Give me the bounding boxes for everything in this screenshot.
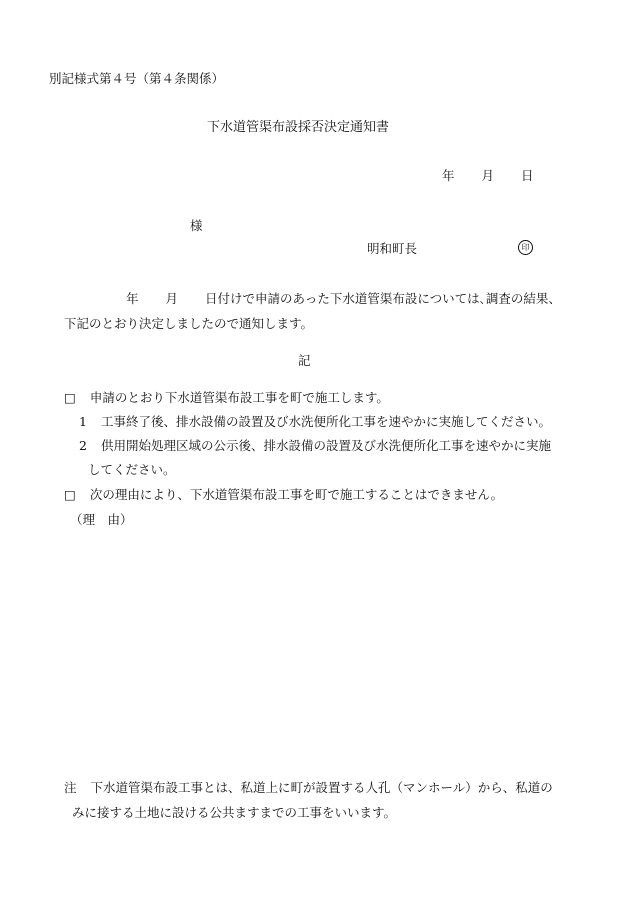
form-number: 別記様式第４号（第４条関係） — [49, 71, 225, 86]
note-label: 注 — [64, 780, 77, 795]
reason-label: （理 由） — [70, 512, 133, 527]
body-month-label: 月 — [165, 291, 179, 306]
item-2-text: 供用開始処理区域の公示後、排水設備の設置及び水洗便所化工事を速やかに実施 — [100, 438, 551, 453]
seal-mark: 印 — [518, 240, 533, 255]
option-reject — [64, 487, 503, 502]
note-line-2: みに接する土地に設ける公共ますまでの工事をいいます。 — [72, 805, 397, 820]
approve-text: 申請のとおり下水道管渠布設工事を町で施工します。 — [89, 390, 389, 405]
body-line-2: 下記のとおり決定しましたので通知します。 — [64, 316, 314, 331]
body-year-label: 年 — [126, 291, 139, 306]
date-month-label: 月 — [481, 168, 495, 183]
body-line-1-text: 日付けで申請のあった下水道管渠布設については､調査の結果、 — [205, 291, 561, 306]
note-text-1: 下水道管渠布設工事とは、私道上に町が設置する人孔（マンホール）から、私道の — [90, 780, 553, 795]
ki-heading: 記 — [298, 353, 311, 368]
date-day-label: 日 — [521, 168, 534, 183]
issuer-name: 明和町長 — [367, 241, 418, 256]
reject-text: 次の理由により、下水道管渠布設工事を町で施工することはできません。 — [89, 487, 504, 502]
approve-item-2 — [79, 438, 551, 453]
recipient-suffix: 様 — [190, 218, 203, 233]
approve-checkbox[interactable]: □ — [64, 390, 76, 405]
option-approve — [64, 390, 389, 405]
body-line-1 — [126, 291, 561, 306]
approve-item-2-continuation: してください。 — [88, 462, 176, 477]
item-1-number: 1 — [79, 414, 87, 429]
item-2-number: 2 — [79, 438, 87, 453]
date-year-label: 年 — [442, 168, 455, 183]
document-title: 下水道管渠布設採否決定通知書 — [207, 120, 390, 135]
issue-date — [442, 168, 534, 183]
note-line-1 — [64, 780, 553, 795]
reject-checkbox[interactable]: □ — [64, 487, 76, 502]
item-1-text: 工事終了後、排水設備の設置及び水洗便所化工事を速やかに実施してください。 — [100, 414, 551, 429]
approve-item-1 — [79, 414, 551, 429]
